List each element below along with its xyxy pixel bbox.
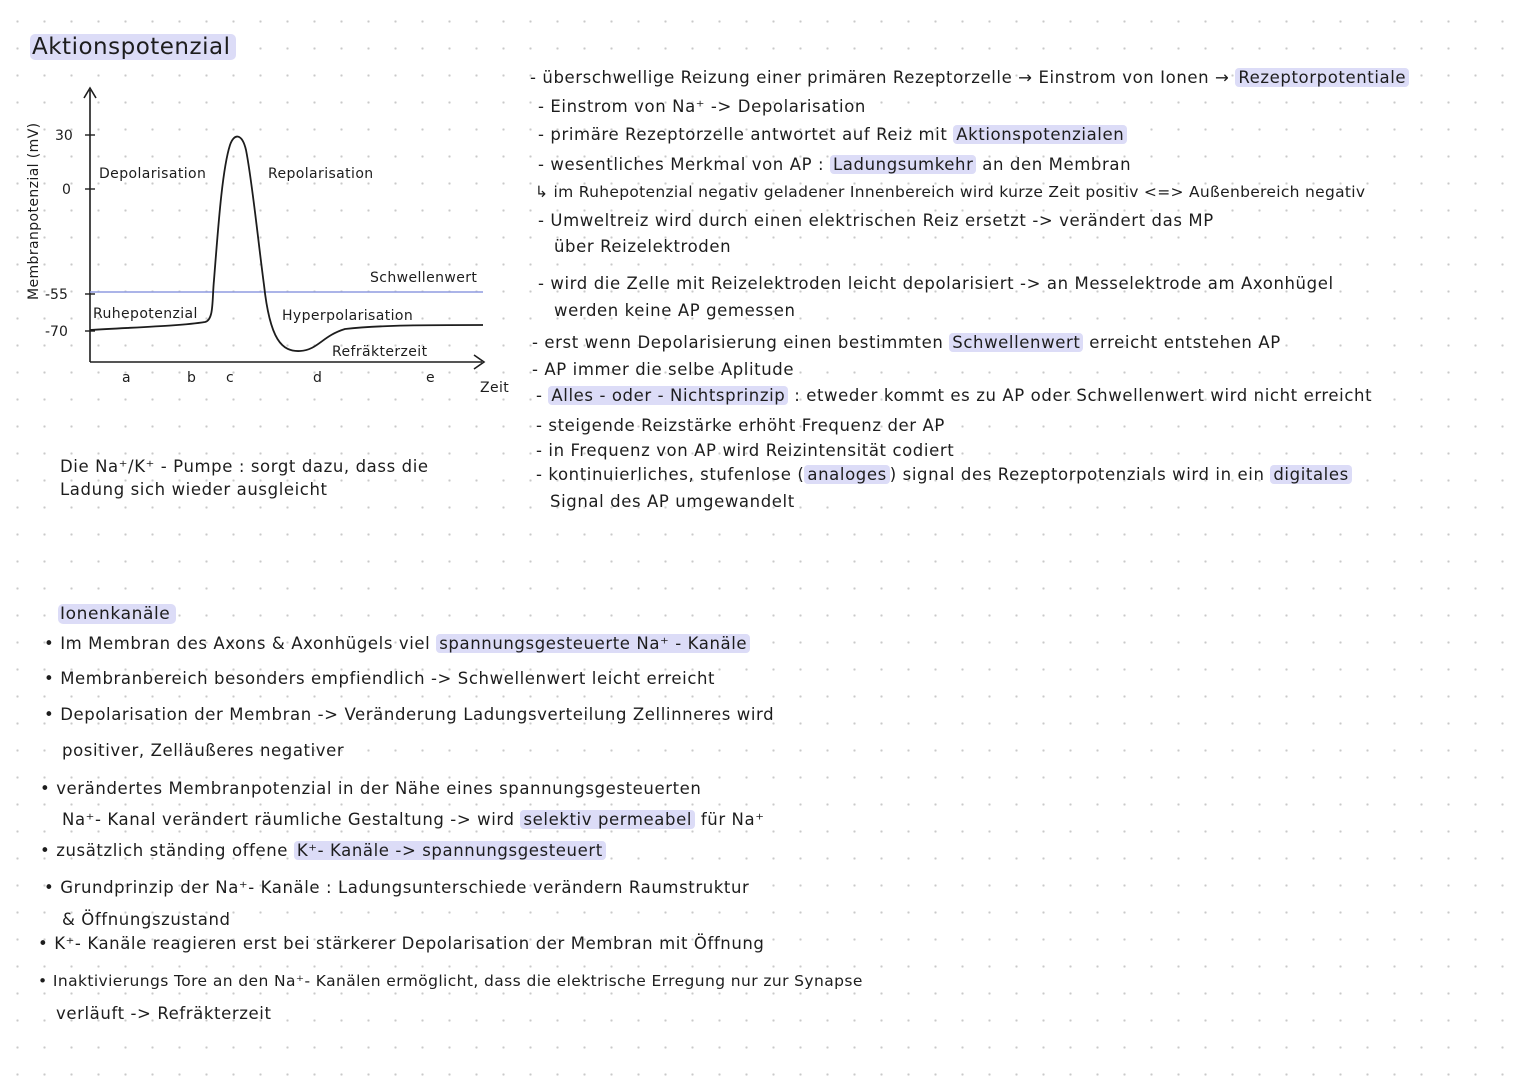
- section-title: Ionenkanäle: [58, 604, 176, 624]
- y-tick-label: 0: [62, 182, 71, 198]
- note-line: - Umweltreiz wird durch einen elektrischen Reiz ersetzt -> verändert das MP: [538, 211, 1214, 230]
- x-tick-label: e: [426, 370, 435, 386]
- pump-note: [60, 455, 429, 501]
- y-axis-label: Membranpotenzial (mV): [26, 122, 42, 300]
- y-tick-label: -70: [45, 324, 68, 340]
- pump-note-line: Ladung sich wieder ausgleicht: [60, 480, 328, 499]
- label-refraktaerzeit: Refräkterzeit: [332, 344, 428, 360]
- note-line: - steigende Reizstärke erhöht Frequenz der AP: [536, 416, 945, 435]
- note-line: verläuft -> Refräkterzeit: [56, 1004, 272, 1023]
- label-repolarisation: Repolarisation: [268, 166, 374, 182]
- note-line: • Membranbereich besonders empfiendlich -> Schwellenwert leicht erreicht: [44, 669, 715, 688]
- label-schwellenwert: Schwellenwert: [370, 270, 478, 286]
- note-line: • zusätzlich ständing offene K⁺- Kanäle -> spannungsgesteuert: [40, 841, 606, 860]
- x-axis-label: Zeit: [480, 380, 510, 396]
- note-line: - in Frequenz von AP wird Reizintensität codiert: [536, 441, 955, 460]
- note-line: - überschwellige Reizung einer primären Rezeptorzelle → Einstrom von Ionen → Rezeptorpotentiale: [530, 68, 1409, 87]
- pump-note-line: Die Na⁺/K⁺ - Pumpe : sorgt dazu, dass die: [60, 457, 429, 476]
- action-potential-graph: [0, 75, 520, 415]
- note-line: • K⁺- Kanäle reagieren erst bei stärkerer Depolarisation der Membran mit Öffnung: [38, 934, 765, 953]
- note-line: - AP immer die selbe Aplitude: [532, 360, 795, 379]
- y-tick-label: 30: [55, 128, 73, 144]
- label-ruhepotenzial: Ruhepotenzial: [93, 306, 198, 322]
- note-line: - erst wenn Depolarisierung einen bestimmten Schwellenwert erreicht entstehen AP: [532, 333, 1281, 352]
- page-title: Aktionspotenzial: [30, 34, 236, 60]
- note-line: • verändertes Membranpotenzial in der Nähe eines spannungsgesteuerten: [40, 779, 701, 798]
- x-tick-label: d: [313, 370, 322, 386]
- x-tick-label: c: [226, 370, 234, 386]
- note-line: positiver, Zelläußeres negativer: [62, 741, 345, 760]
- note-line: Signal des AP umgewandelt: [550, 492, 795, 511]
- note-line: • Inaktivierungs Tore an den Na⁺- Kanälen ermöglicht, dass die elektrische Erregung nur zur Synapse: [38, 972, 863, 990]
- note-line: werden keine AP gemessen: [554, 301, 796, 320]
- note-line: Na⁺- Kanal verändert räumliche Gestaltung -> wird selektiv permeabel für Na⁺: [62, 810, 765, 829]
- label-depolarisation: Depolarisation: [99, 166, 207, 182]
- note-line: • Im Membran des Axons & Axonhügels viel spannungsgesteuerte Na⁺ - Kanäle: [44, 634, 750, 653]
- x-tick-label: b: [187, 370, 196, 386]
- note-line: • Depolarisation der Membran -> Veränderung Ladungsverteilung Zellinneres wird: [44, 705, 774, 724]
- note-line: - Einstrom von Na⁺ -> Depolarisation: [538, 97, 866, 116]
- note-line: • Grundprinzip der Na⁺- Kanäle : Ladungsunterschiede verändern Raumstruktur: [44, 878, 749, 897]
- note-line: - wesentliches Merkmal von AP : Ladungsumkehr an den Membran: [538, 155, 1132, 174]
- note-line: - primäre Rezeptorzelle antwortet auf Reiz mit Aktionspotenzialen: [538, 125, 1127, 144]
- note-line: - wird die Zelle mit Reizelektroden leicht depolarisiert -> an Messelektrode am Axonhügel: [538, 274, 1334, 293]
- label-hyperpolarisation: Hyperpolarisation: [282, 308, 414, 324]
- x-tick-label: a: [122, 370, 131, 386]
- note-line: ↳ im Ruhepotenzial negativ geladener Innenbereich wird kurze Zeit positiv <=> Außenbereich negativ: [535, 183, 1366, 201]
- y-tick-label: -55: [45, 287, 68, 303]
- note-line: - Alles - oder - Nichtsprinzip : etweder kommt es zu AP oder Schwellenwert wird nicht erreicht: [536, 386, 1373, 405]
- note-line: - kontinuierliches, stufenlose ( analoges ) signal des Rezeptorpotenzials wird in ein digitales: [536, 465, 1352, 484]
- note-line: & Öffnungszustand: [62, 910, 231, 929]
- note-line: über Reizelektroden: [554, 237, 732, 256]
